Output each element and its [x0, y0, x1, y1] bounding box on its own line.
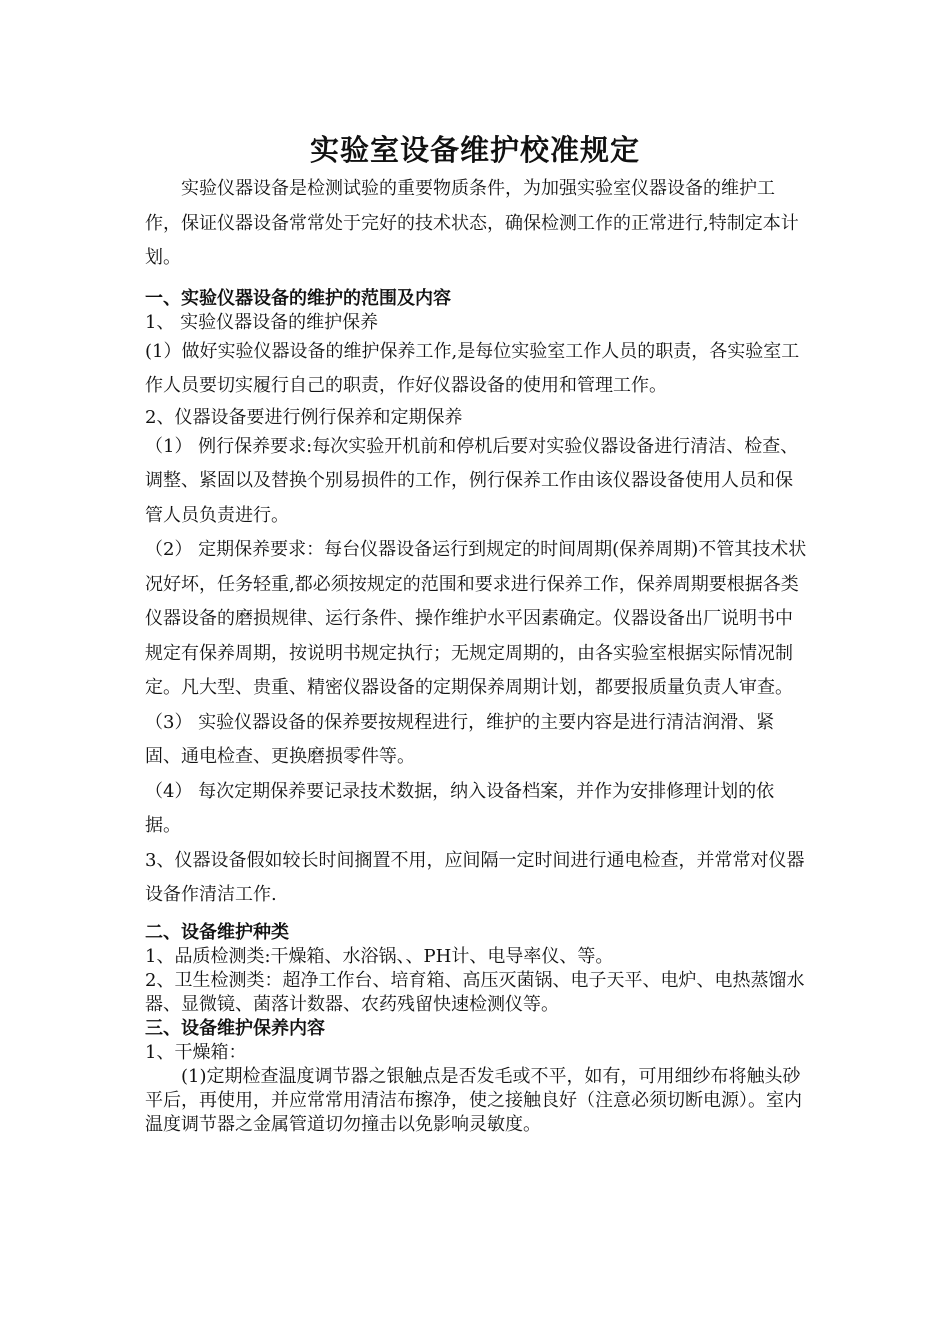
section-1-item-2-paragraph-4: （4） 每次定期保养要记录技术数据，纳入设备档案，并作为安排修理计划的依据。 — [145, 780, 775, 836]
section-3-heading: 三、设备维护保养内容 — [145, 1017, 325, 1039]
section-2-item-2: 2、卫生检测类：超净工作台、培育箱、高压灭菌锅、电子天平、电炉、电热蒸馏水器、显微镜、菌落计数器、农药残留快速检测仪等。 — [145, 969, 805, 1015]
section-2-item-1: 1、品质检测类:干燥箱、水浴锅、、PH计、电导率仪、等。 — [145, 945, 614, 967]
section-1-heading: 一、实验仪器设备的维护的范围及内容 — [145, 287, 451, 309]
section-1-item-3: 3、仪器设备假如较长时间搁置不用，应间隔一定时间进行通电检查，并常常对仪器设备作清洁工作. — [145, 849, 805, 905]
section-1-item-1-paragraph: (1）做好实验仪器设备的维护保养工作,是每位实验室工作人员的职责，各实验室工作人员要切实履行自己的职责，作好仪器设备的使用和管理工作。 — [145, 340, 800, 396]
section-1-item-1-title: 1、 实验仪器设备的维护保养 — [145, 311, 379, 333]
section-3-item-1-title: 1、干燥箱： — [145, 1041, 247, 1063]
section-2-heading: 二、设备维护种类 — [145, 921, 289, 943]
section-1-item-2-paragraph-3: （3） 实验仪器设备的保养要按规程进行，维护的主要内容是进行清洁润滑、紧固、通电检查、更换磨损零件等。 — [145, 711, 775, 767]
document-body — [145, 172, 807, 1137]
section-3-item-1-paragraph: (1)定期检查温度调节器之银触点是否发毛或不平，如有，可用细纱布将触头砂平后，再使用，并应常常用清洁布擦净，使之接触良好（注意必须切断电源）。室内温度调节器之金属管道切勿撞击以免影响灵敏度。 — [145, 1065, 802, 1135]
page-title: 实验室设备维护校准规定 — [309, 133, 640, 167]
section-1-item-2-title: 2、仪器设备要进行例行保养和定期保养 — [145, 406, 463, 428]
intro-paragraph: 实验仪器设备是检测试验的重要物质条件，为加强实验室仪器设备的维护工作，保证仪器设备常常处于完好的技术状态，确保检测工作的正常进行,特制定本计划。 — [145, 178, 799, 268]
section-1-item-2-paragraph-2: （2） 定期保养要求：每台仪器设备运行到规定的时间周期(保养周期)不管其技术状况好坏，任务轻重,都必须按规定的范围和要求进行保养工作，保养周期要根据各类仪器设备的磨损规律、运行条件、操作维护水平因素确定。仪器设备出厂说明书中规定有保养周期，按说明书规定执行；无规定周期的，由各实验室根据实际情况制定。凡大型、贵重、精密仪器设备的定期保养周期计划，都要报质量负责人审查。 — [145, 539, 807, 698]
section-1-item-2-paragraph-1: （1） 例行保养要求:每次实验开机前和停机后要对实验仪器设备进行清洁、检查、调整、紧固以及替换个别易损件的工作，例行保养工作由该仪器设备使用人员和保管人员负责进行。 — [145, 435, 799, 526]
